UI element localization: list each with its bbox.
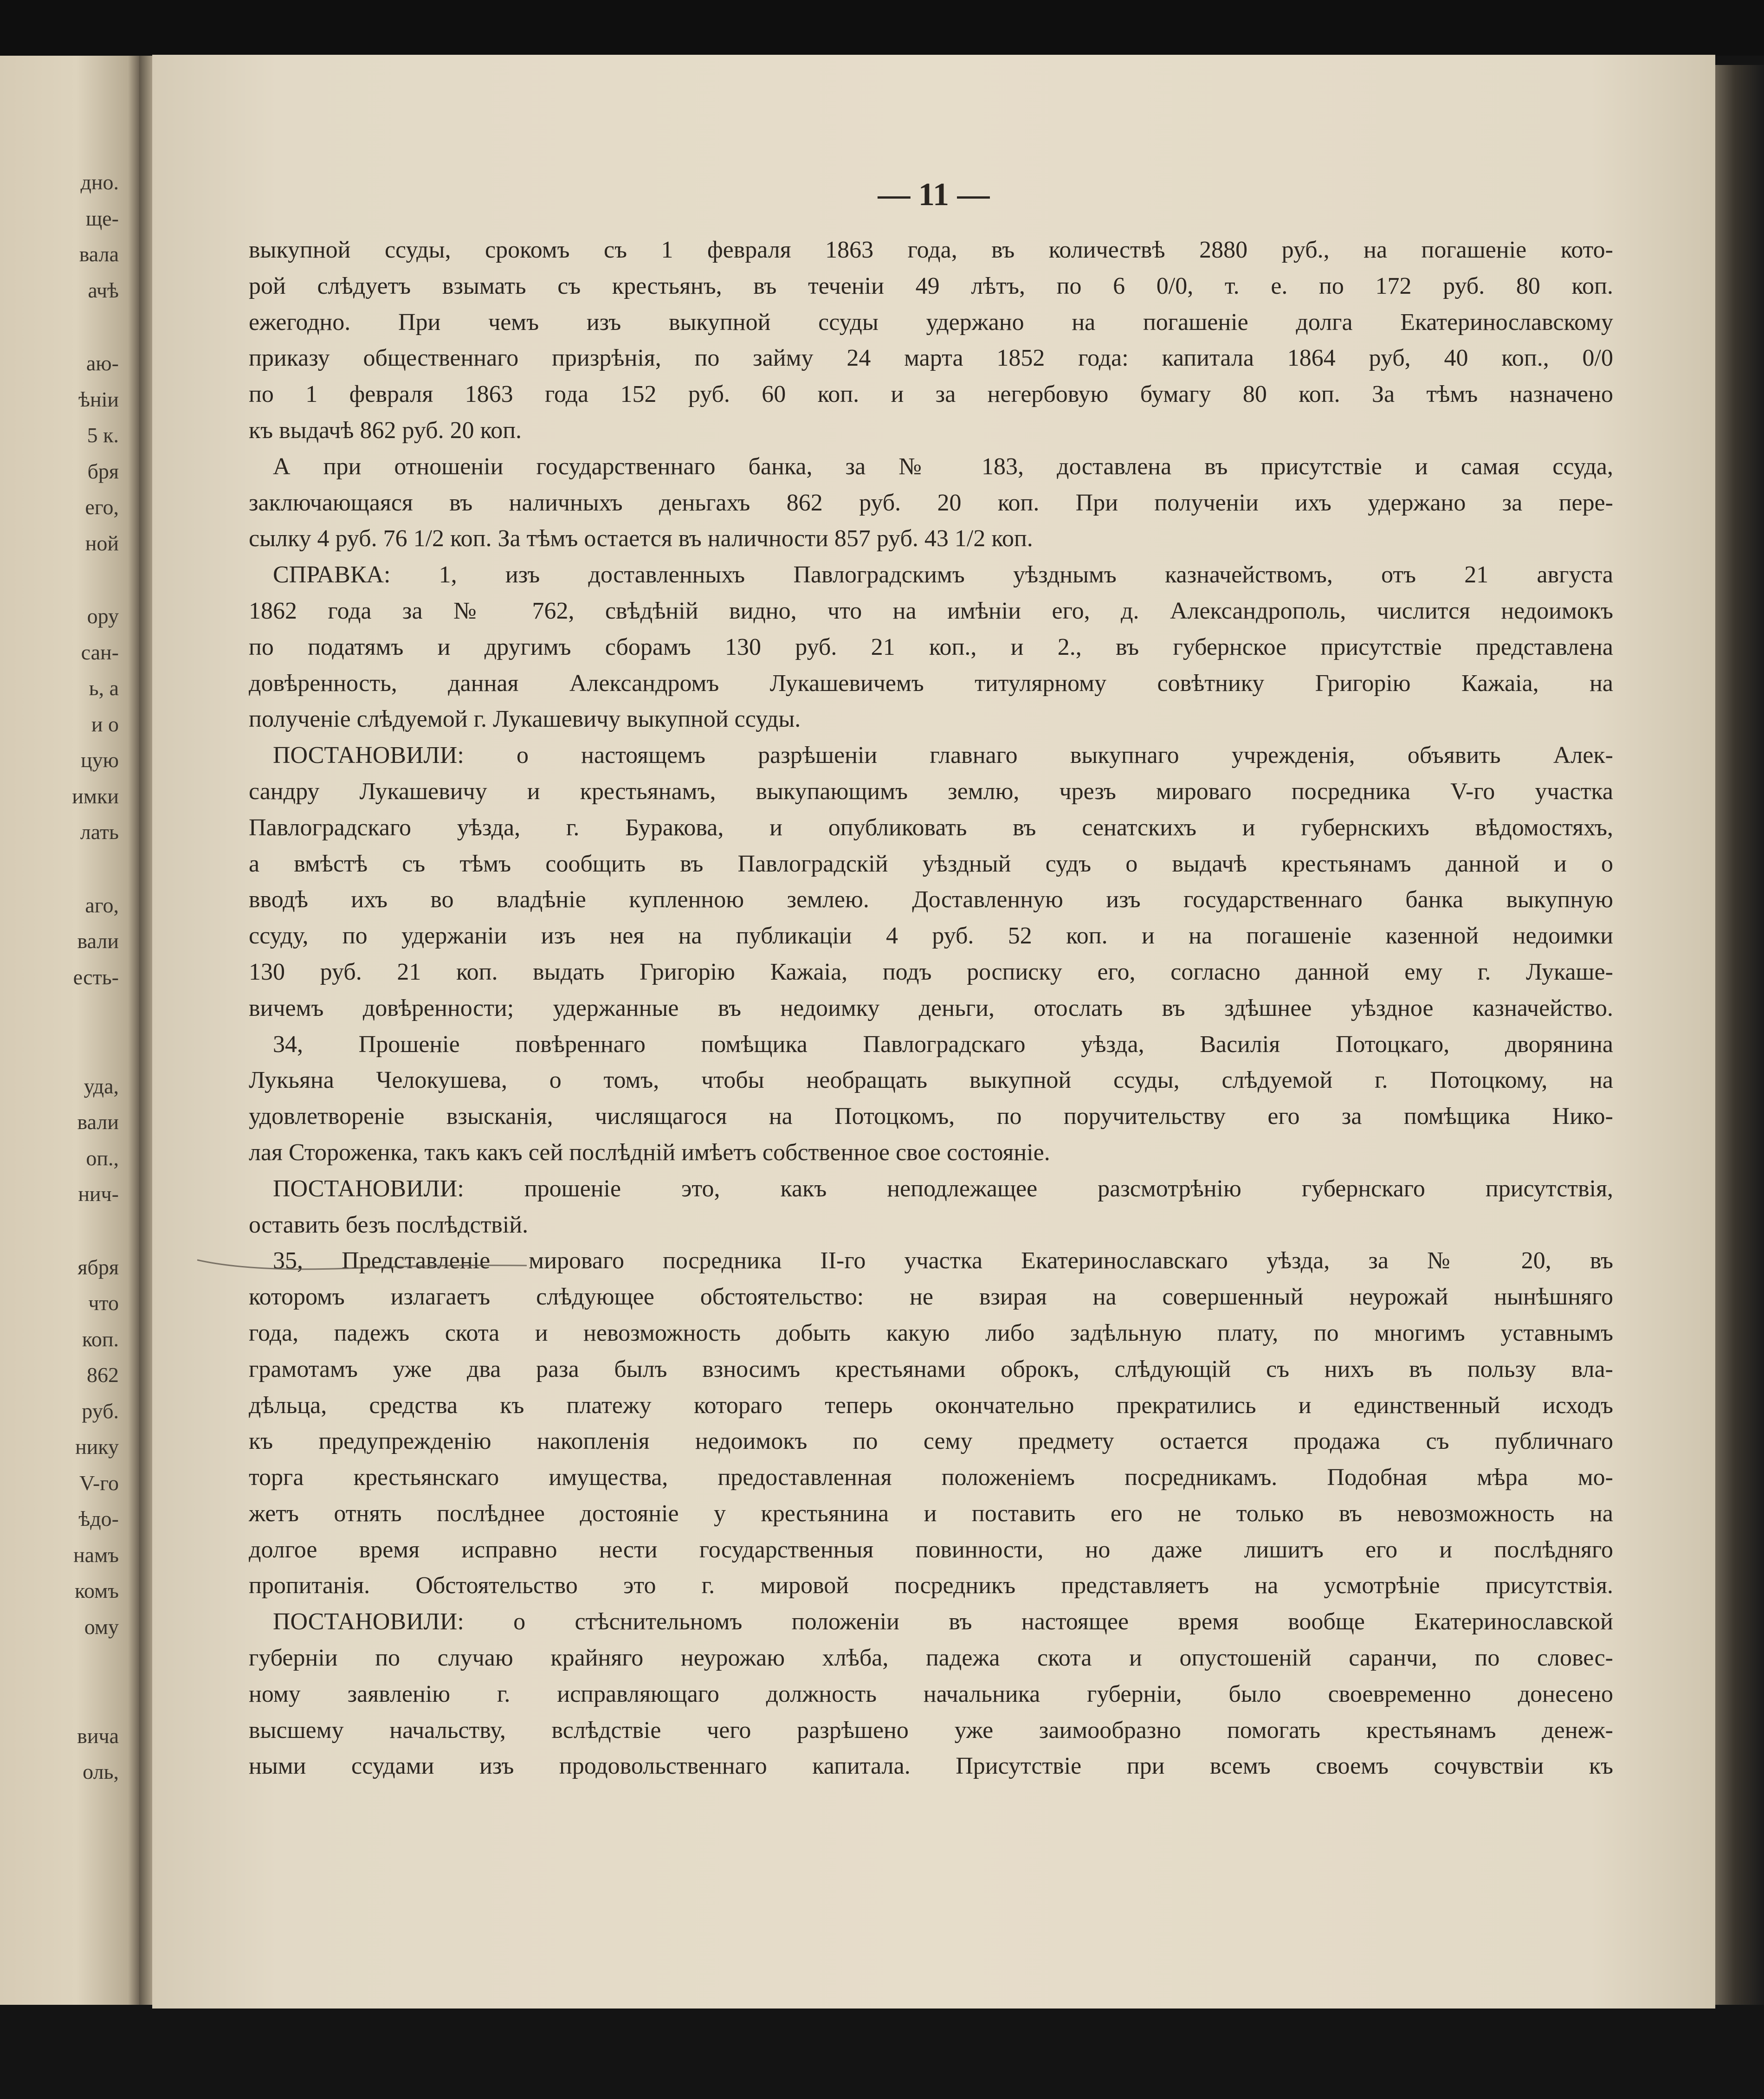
text-line: жетъ отнять послѣднее достояніе у крестьянина и поставить его не только въ невозможность на [249, 1500, 1613, 1527]
text-line: по 1 февраля 1863 года 152 руб. 60 коп. и за негербовую бумагу 80 коп. За тѣмъ назначено [249, 381, 1613, 408]
text-line: ПОСТАНОВИЛИ: прошеніе это, какъ неподлежащее разсмотрѣнію губернскаго присутствія, [273, 1175, 1613, 1202]
left-page-line-fragment: ору [87, 604, 119, 628]
left-page-line-fragment: ще- [85, 207, 119, 230]
text-line: 35, Представленіе мироваго посредника II-го участка Екатеринославскаго уѣзда, за № 20, въ [273, 1247, 1613, 1274]
left-page-line-fragment: вали [77, 1110, 119, 1134]
left-page-line-fragment: намъ [73, 1543, 119, 1567]
left-page-line-fragment: аго, [85, 893, 119, 917]
text-line: сылку 4 руб. 76 1/2 коп. За тѣмъ остается въ наличности 857 руб. 43 1/2 коп. [249, 525, 1033, 552]
left-page-line-fragment: ѣдо- [78, 1507, 119, 1531]
text-line: ными ссудами изъ продовольственнаго капитала. Присутствіе при всемъ своемъ сочувствіи къ [249, 1753, 1613, 1780]
text-line: рой слѣдуетъ взымать съ крестьянъ, въ теченіи 49 лѣтъ, по 6 0/0, т. е. по 172 руб. 80 коп. [249, 272, 1613, 299]
text-line: сандру Лукашевичу и крестьянамъ, выкупающимъ землю, чрезъ мироваго посредника V-го участка [249, 778, 1613, 805]
left-page-line-fragment: нику [75, 1435, 119, 1459]
left-page-line-fragment: вича [77, 1724, 119, 1748]
text-line: къ предупрежденію накопленія недоимокъ по сему предмету остается продажа съ публичнаго [249, 1428, 1613, 1455]
text-line: ПОСТАНОВИЛИ: о настоящемъ разрѣшеніи главнаго выкупнаго учрежденія, объявить Алек- [273, 742, 1613, 769]
left-page-line-fragment: V-го [79, 1471, 119, 1495]
left-page-line-fragment: уда, [84, 1074, 119, 1098]
left-page-line-fragment: есть- [73, 965, 119, 989]
left-page-line-fragment: коп. [82, 1327, 119, 1351]
text-line: оставить безъ послѣдствій. [249, 1211, 529, 1238]
text-line: пропитанія. Обстоятельство это г. мировой посредникъ представляетъ на усмотрѣніе присутствія. [249, 1572, 1613, 1599]
text-line: по податямъ и другимъ сборамъ 130 руб. 21 коп., и 2., въ губернское присутствіе представлена [249, 633, 1613, 660]
text-line: 1862 года за № 762, свѣдѣній видно, что на имѣніи его, д. Александрополь, числится недоимокъ [249, 597, 1613, 624]
text-line: а вмѣстѣ съ тѣмъ сообщить въ Павлоградскій уѣздный судъ о выдачѣ крестьянамъ данной и о [249, 850, 1613, 877]
page-number: — 11 — [878, 177, 990, 213]
left-page-line-fragment: его, [85, 495, 119, 519]
left-page-line-fragment: что [88, 1291, 119, 1315]
left-page-line-fragment: сан- [81, 640, 119, 664]
text-line: полученіе слѣдуемой г. Лукашевичу выкупной ссуды. [249, 706, 801, 733]
text-line: долгое время исправно нести государственныя повинности, но даже лишитъ его и послѣдняго [249, 1536, 1613, 1563]
left-page-line-fragment: вали [77, 929, 119, 953]
left-page-line-fragment: руб. [82, 1399, 119, 1423]
left-page-line-fragment: ь, а [89, 676, 119, 700]
left-page-line-fragment: 862 [87, 1363, 119, 1387]
left-page-line-fragment: дно. [80, 170, 119, 194]
left-page-line-fragment: ачѣ [88, 278, 119, 302]
left-page-line-fragment: ября [78, 1255, 119, 1279]
text-line: къ выдачѣ 862 руб. 20 коп. [249, 417, 522, 444]
text-line: удовлетвореніе взысканія, числящагося на Потоцкомъ, по поручительству его за помѣщика Нико- [249, 1103, 1613, 1130]
text-line: губерніи по случаю крайняго неурожаю хлѣба, падежа скота и опустошеній саранчи, по словес- [249, 1645, 1613, 1672]
text-line: ному заявленію г. исправляющаго должность начальника губерніи, было своевременно донесено [249, 1680, 1613, 1707]
text-line: которомъ излагаетъ слѣдующее обстоятельство: не взирая на совершенный неурожай нынѣшняго [249, 1284, 1613, 1311]
text-line: года, падежъ скота и невозможность добыть какую либо задѣльную плату, по многимъ уставнымъ [249, 1319, 1613, 1346]
left-page-line-fragment: ѣніи [78, 388, 119, 411]
text-line: приказу общественнаго призрѣнія, по займу 24 марта 1852 года: капитала 1864 руб, 40 коп., 0/0 [249, 345, 1613, 372]
left-page-line-fragment: цую [81, 748, 119, 772]
left-page-line-fragment: оль, [83, 1760, 119, 1783]
text-line: высшему начальству, вслѣдствіе чего разрѣшено уже заимообразно помогать крестьянамъ денеж- [249, 1717, 1613, 1744]
left-page-line-fragment: 5 к. [87, 423, 119, 447]
left-page-line-fragment: и о [91, 712, 119, 736]
text-line: СПРАВКА: 1, изъ доставленныхъ Павлоградскимъ уѣзднымъ казначействомъ, отъ 21 августа [273, 562, 1613, 588]
pencil-underline-mark [195, 1250, 529, 1278]
left-page-line-fragment: имки [72, 784, 119, 808]
text-line: А при отношеніи государственнаго банка, за № 183, доставлена въ присутствіе и самая ссуда, [273, 453, 1613, 480]
text-line: Павлоградскаго уѣзда, г. Буракова, и опубликовать въ сенатскихъ и губернскихъ вѣдомостяхъ, [249, 814, 1613, 841]
text-line: заключающаяся въ наличныхъ деньгахъ 862 руб. 20 коп. При полученіи ихъ удержано за пере- [249, 489, 1613, 516]
text-line: вичемъ довѣренности; удержанные въ недоимку деньги, отослать въ здѣшнее уѣздное казначейство. [249, 995, 1613, 1021]
text-line: 34, Прошеніе повѣреннаго помѣщика Павлоградскаго уѣзда, Василія Потоцкаго, дворянина [273, 1031, 1613, 1058]
page-edge [1715, 65, 1764, 2005]
text-line: ежегодно. При чемъ изъ выкупной ссуды удержано на погашеніе долга Екатеринославскому [249, 309, 1613, 336]
text-line: лая Стороженка, такъ какъ сей послѣдній имѣетъ собственное свое состояніе. [249, 1139, 1050, 1166]
text-line: 130 руб. 21 коп. выдать Григорію Кажаіа, подъ росписку его, согласно данной ему г. Лукаше- [249, 958, 1613, 985]
left-page-line-fragment: ной [85, 531, 119, 555]
text-line: Лукьяна Челокушева, о томъ, чтобы необращать выкупной ссуды, слѣдуемой г. Потоцкому, на [249, 1067, 1613, 1094]
text-line: ПОСТАНОВИЛИ: о стѣснительномъ положеніи въ настоящее время вообще Екатеринославской [273, 1608, 1613, 1635]
text-line: вводѣ ихъ во владѣніе купленною землею. Доставленную изъ государственнаго банка выкупную [249, 886, 1613, 913]
left-page-line-fragment: бря [87, 459, 119, 483]
left-page-line-fragment: вала [79, 242, 119, 266]
left-page-line-fragment: лать [80, 820, 119, 844]
text-line: довѣренность, данная Александромъ Лукашевичемъ титулярному совѣтнику Григорію Кажаіа, на [249, 670, 1613, 697]
text-line: выкупной ссуды, срокомъ съ 1 февраля 1863 года, въ количествѣ 2880 руб., на погашеніе кото- [249, 237, 1613, 263]
left-page-line-fragment: ому [84, 1615, 119, 1639]
left-page-line-fragment: аю- [86, 351, 119, 375]
left-page-line-fragment: оп., [86, 1146, 119, 1170]
text-line: грамотамъ уже два раза былъ взносимъ крестьянами оброкъ, слѣдующій съ нихъ въ пользу вла- [249, 1356, 1613, 1382]
left-page-line-fragment: нич- [78, 1182, 119, 1206]
scan-background [0, 0, 1764, 56]
book-gutter [139, 56, 152, 2005]
left-page-line-fragment: комъ [74, 1579, 119, 1602]
text-line: дѣльца, средства къ платежу котораго теперь окончательно прекратились и единственный исходъ [249, 1392, 1613, 1419]
page-body-text [249, 232, 1613, 1784]
left-page [0, 56, 139, 2005]
text-line: ссуду, по удержаніи изъ нея на публикаціи 4 руб. 52 коп. и на погашеніе казенной недоимки [249, 923, 1613, 949]
text-line: торга крестьянскаго имущества, предоставленная положеніемъ посредникамъ. Подобная мѣра мо- [249, 1464, 1613, 1491]
right-page [152, 55, 1715, 2009]
